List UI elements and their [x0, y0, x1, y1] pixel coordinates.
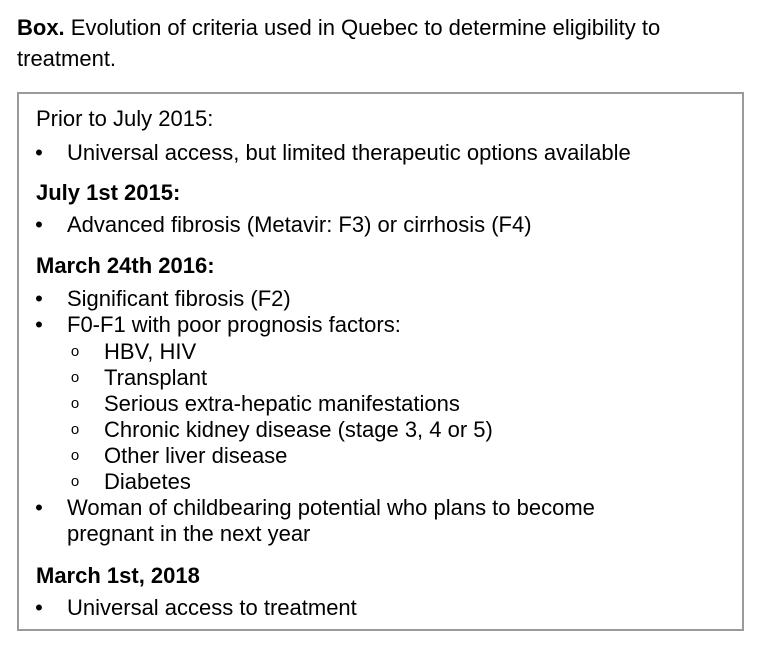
list-item-continuation: pregnant in the next year	[67, 521, 311, 546]
section-heading-march-2018: March 1st, 2018	[36, 563, 200, 588]
sub-list-item: Transplant	[104, 365, 208, 390]
bullet-icon: •	[35, 212, 43, 237]
sub-bullet-icon: o	[70, 343, 80, 360]
bullet-icon: •	[35, 312, 43, 337]
list-item: Significant fibrosis (F2)	[67, 286, 291, 311]
sub-list-item: HBV, HIV	[104, 339, 197, 364]
sub-list-item: Diabetes	[104, 469, 191, 494]
section-heading-july-2015: July 1st 2015:	[36, 180, 181, 205]
box-caption	[17, 12, 737, 74]
section-heading-march-2016: March 24th 2016:	[36, 253, 215, 278]
sub-list-item: Serious extra-hepatic manifestations	[104, 391, 460, 416]
list-item: F0-F1 with poor prognosis factors:	[67, 312, 401, 337]
sub-bullet-icon: o	[70, 369, 80, 386]
sub-bullet-icon: o	[70, 395, 80, 412]
list-item: Advanced fibrosis (Metavir: F3) or cirrhosis (F4)	[67, 212, 532, 237]
sub-list-item: Chronic kidney disease (stage 3, 4 or 5)	[104, 417, 493, 442]
bullet-icon: •	[35, 495, 43, 520]
bullet-icon: •	[35, 595, 43, 620]
list-item: Universal access to treatment	[67, 595, 357, 620]
criteria-box	[17, 92, 744, 631]
bullet-icon: •	[35, 286, 43, 311]
sub-list-item: Other liver disease	[104, 443, 288, 468]
caption-text: Evolution of criteria used in Quebec to determine eligibility to treatment.	[17, 15, 661, 71]
bullet-icon: •	[35, 140, 43, 165]
list-item: Universal access, but limited therapeutic options available	[67, 140, 631, 165]
list-item: Woman of childbearing potential who plans to become	[67, 495, 595, 520]
sub-bullet-icon: o	[70, 447, 80, 464]
section-heading-prior-july-2015: Prior to July 2015:	[36, 106, 214, 131]
sub-bullet-icon: o	[70, 421, 80, 438]
caption-label: Box.	[17, 15, 65, 40]
sub-bullet-icon: o	[70, 473, 80, 490]
